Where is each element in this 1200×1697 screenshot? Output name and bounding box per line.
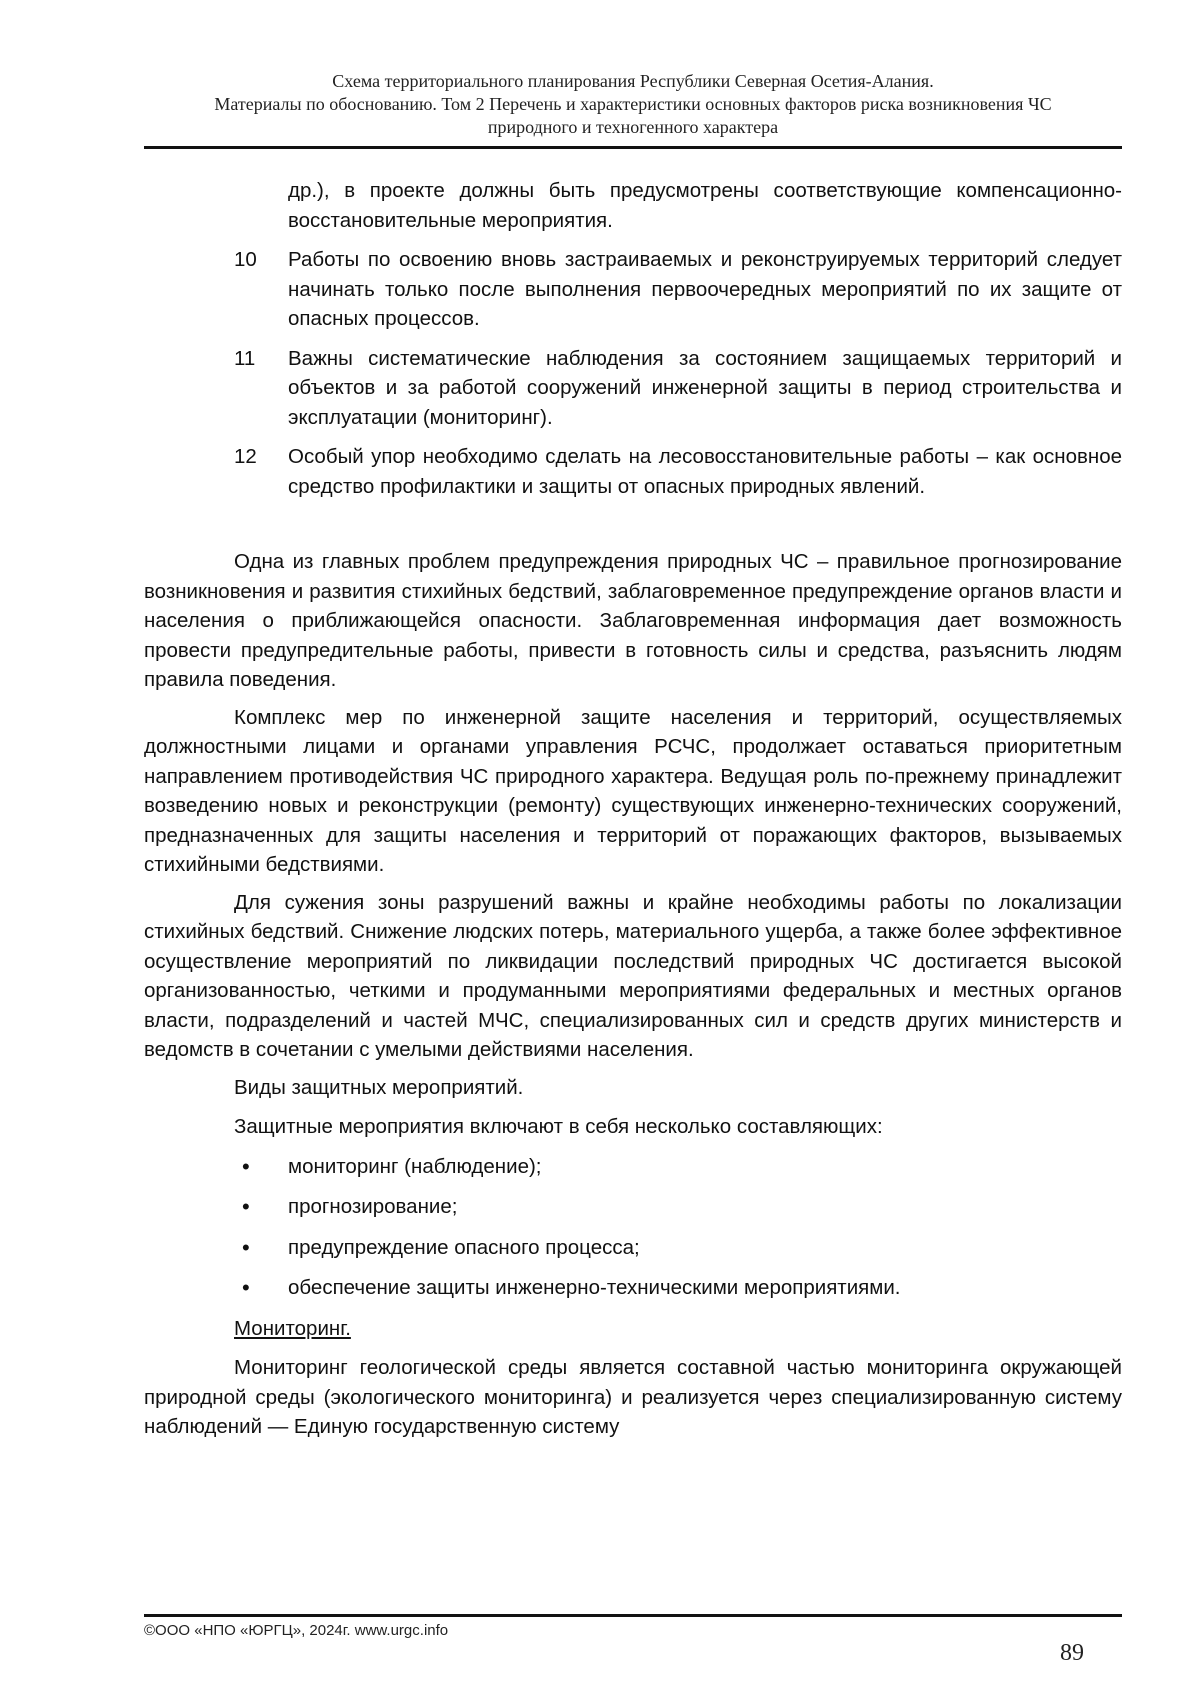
types-heading: Виды защитных мероприятий.: [234, 1075, 524, 1099]
header-line-1: Схема территориального планирования Республики Северная Осетия-Алания.: [332, 71, 934, 91]
monitoring-heading: Мониторинг.: [234, 1316, 351, 1340]
document-body: [144, 176, 1122, 1450]
footer-copyright: ©ООО «НПО «ЮРГЦ», 2024г. www.urgc.info: [144, 1622, 449, 1639]
item-number: 12: [234, 445, 257, 468]
header-line-3: природного и техногенного характера: [487, 117, 779, 137]
bullet-icon: •: [242, 1153, 250, 1179]
monitoring-heading-line: [144, 1314, 1122, 1344]
header-divider: [144, 146, 1122, 149]
item-number: 10: [234, 248, 257, 271]
components-list: [144, 1152, 1122, 1303]
item-text: Важны систематические наблюдения за состоянием защищаемых территорий и объектов и за работой сооружений инженерной защиты в период строительства и эксплуатации (мониторинг).: [288, 346, 1122, 429]
footer-divider: [144, 1614, 1122, 1617]
item-number: 11: [234, 346, 256, 370]
list-item-text: прогнозирование;: [288, 1195, 458, 1218]
list-item: [144, 1192, 1122, 1222]
page-number: 89: [1060, 1640, 1084, 1666]
section-spacer: [144, 511, 1122, 547]
paragraph-forecasting: Одна из главных проблем предупреждения природных ЧС – правильное прогнозирование возникновения и развития стихийных бедствий, заблаговременное предупреждение органов власти и населения о приближающейся опасности. Заблаговременная информация дает возможность провести предупредительные работы, привести в готовность силы и средства, разъяснить людям правила поведения.: [144, 550, 1122, 691]
page-header: [144, 70, 1122, 139]
numbered-item: [144, 442, 1122, 501]
header-line-2: Материалы по обоснованию. Том 2 Перечень и характеристики основных факторов риска возникновения ЧС: [214, 94, 1052, 114]
list-item-text: мониторинг (наблюдение);: [288, 1154, 542, 1178]
components-intro: Защитные мероприятия включают в себя несколько составляющих:: [234, 1115, 883, 1138]
bullet-icon: •: [242, 1275, 250, 1300]
list-item: [144, 1152, 1122, 1182]
paragraph-engineering-protection: Комплекс мер по инженерной защите населения и территорий, осуществляемых должностными лицами и органами управления РСЧС, продолжает оставаться приоритетным направлением противодействия ЧС природного характера. Ведущая роль по-прежнему принадлежит возведению новых и реконструкции (ремонту) существующих инженерно-технических сооружений, предназначенных для защиты населения и территорий от поражающих факторов, вызываемых стихийными бедствиями.: [144, 705, 1122, 876]
list-item: [144, 1233, 1122, 1263]
numbered-item: [144, 344, 1122, 433]
bullet-icon: •: [242, 1234, 250, 1260]
list-item: [144, 1273, 1122, 1303]
list-continuation: др.), в проекте должны быть предусмотрены соответствующие компенсационно-восстановительные мероприятия.: [288, 179, 1122, 232]
paragraph-monitoring: Мониторинг геологической среды является составной частью мониторинга окружающей природной среды (экологического мониторинга) и реализуется через специализированную систему наблюдений — Единую государственную систему: [144, 1356, 1122, 1438]
list-item-text: обеспечение защиты инженерно-техническими мероприятиями.: [288, 1276, 901, 1299]
item-text: Работы по освоению вновь застраиваемых и реконструируемых территорий следует начинать только после выполнения первоочередных мероприятий по их защите от опасных процессов.: [288, 248, 1122, 330]
bullet-icon: •: [242, 1194, 250, 1219]
paragraph-localization: Для сужения зоны разрушений важны и крайне необходимы работы по локализации стихийных бедствий. Снижение людских потерь, материального ущерба, а также более эффективное осуществление мероприятий по ликвидации последствий природных ЧС достигается высокой организованностью, четкими и продуманными мероприятиями федеральных и местных органов власти, подразделений и частей МЧС, специализированных сил и средств других министерств и ведомств в сочетании с умелыми действиями населения.: [144, 890, 1122, 1061]
item-text: Особый упор необходимо сделать на лесовосстановительные работы – как основное средство профилактики и защиты от опасных природных явлений.: [288, 445, 1122, 498]
list-item-text: предупреждение опасного процесса;: [288, 1235, 640, 1259]
numbered-item: [144, 245, 1122, 334]
